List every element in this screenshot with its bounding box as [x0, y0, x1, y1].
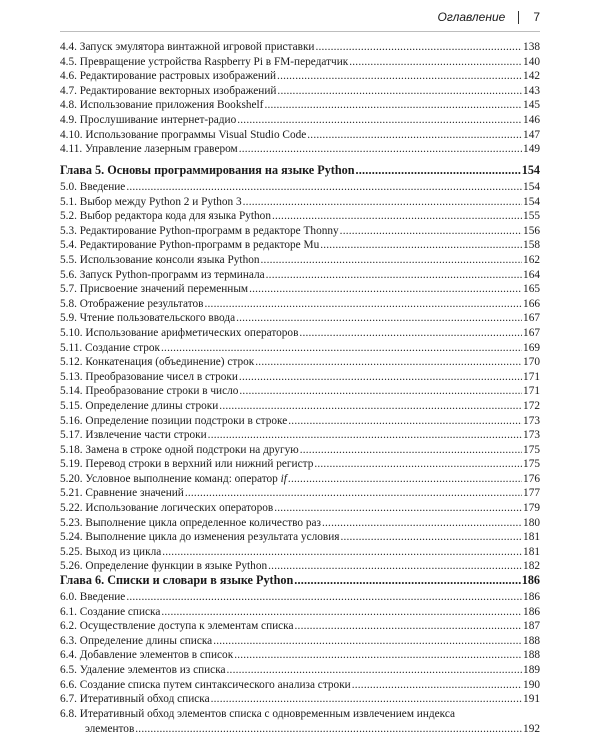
entry-page: 154: [523, 195, 540, 208]
leader-dots: [307, 128, 522, 143]
entry-page: 154: [523, 181, 540, 193]
entry-page: 186: [523, 591, 540, 603]
header-separator: [518, 11, 519, 24]
entry-title: [60, 341, 160, 356]
toc-entry: [60, 113, 540, 128]
leader-dots: [266, 268, 522, 283]
leader-dots: [294, 572, 520, 588]
toc-entry: [60, 472, 540, 487]
entry-number: 6.6.: [60, 678, 77, 691]
entry-title-text: Использование приложения Bookshelf: [79, 99, 264, 112]
entry-number: 5.3.: [60, 224, 77, 237]
leader-dots: [249, 282, 522, 297]
entry-number: 5.19.: [60, 458, 83, 471]
toc-entry: [60, 443, 540, 458]
toc-entry: [60, 355, 540, 370]
entry-title-text: Итеративный обход списка: [79, 693, 210, 706]
entry-page: 181: [523, 545, 540, 558]
leader-dots: [264, 98, 522, 113]
toc-block-chapter6: [60, 590, 540, 707]
entry-title-text: Замена в строке одной подстроки на другую: [85, 443, 299, 456]
entry-number: 4.11.: [60, 143, 83, 156]
entry-title-line1: [60, 707, 455, 722]
entry-title-text: Извлечение части строки: [85, 429, 207, 442]
entry-title: [60, 195, 242, 210]
chapter-5-heading: [60, 162, 540, 178]
leader-dots: [288, 414, 522, 429]
leader-dots: [236, 311, 522, 326]
chapter-title: Глава 5. Основы программирования на языке Python: [60, 163, 355, 177]
entry-title-text: Удаление элементов из списка: [79, 663, 226, 676]
chapter-page: 186: [521, 573, 540, 587]
toc-entry: [60, 297, 540, 312]
entry-title-text: Выполнение цикла до изменения результата условия: [85, 531, 340, 544]
entry-title: [60, 128, 306, 143]
entry-page: 143: [523, 84, 540, 97]
entry-page: 191: [523, 693, 540, 706]
leader-dots: [274, 501, 522, 516]
entry-title-text: Редактирование растровых изображений: [79, 70, 277, 83]
toc-entry: [60, 341, 540, 356]
leader-dots: [356, 162, 521, 178]
toc-entry: [60, 457, 540, 472]
leader-dots: [272, 209, 522, 224]
entry-title-text: Запуск эмулятора винтажной игровой приставки: [79, 41, 315, 53]
toc-entry: [60, 634, 540, 649]
entry-page: 188: [523, 634, 540, 647]
entry-number: 5.8.: [60, 297, 77, 310]
leader-dots: [300, 443, 522, 458]
toc-entry: [60, 605, 540, 620]
leader-dots: [126, 590, 522, 605]
entry-number: 6.7.: [60, 693, 77, 706]
entry-title-text: Выполнение цикла определенное количество раз: [85, 516, 321, 529]
entry-title-text: Создание списка путем синтаксического анализа строки: [79, 678, 351, 691]
leader-dots: [239, 370, 522, 385]
entry-page: 162: [523, 253, 540, 266]
entry-title: [60, 384, 238, 399]
entry-page: 167: [523, 326, 540, 339]
entry-page: 171: [523, 385, 540, 398]
entry-page: 169: [523, 341, 540, 354]
entry-page: 173: [523, 429, 540, 442]
entry-title-text: Создание списка: [79, 605, 161, 618]
entry-title: [60, 142, 238, 157]
entry-title: [60, 590, 125, 605]
toc-entry: [60, 428, 540, 443]
entry-number: 5.22.: [60, 502, 83, 515]
header-page-number: 7: [533, 10, 540, 24]
entry-number: 5.18.: [60, 443, 83, 456]
chapter-page: 154: [521, 163, 540, 177]
entry-page: 188: [523, 649, 540, 662]
header-section-title: Оглавление: [437, 10, 506, 24]
entry-page: 138: [523, 41, 540, 53]
entry-number: 4.6.: [60, 70, 77, 83]
entry-title: [60, 224, 339, 239]
entry-page: 166: [523, 297, 540, 310]
entry-number: 5.25.: [60, 545, 83, 558]
entry-number: 6.1.: [60, 605, 77, 618]
entry-title-text: Использование консоли языка Python: [79, 253, 260, 266]
leader-dots: [237, 113, 522, 128]
leader-dots: [234, 648, 522, 663]
toc-entry: [60, 692, 540, 707]
entry-number: 4.9.: [60, 113, 77, 126]
entry-title-text: Управление лазерным гравером: [85, 143, 238, 156]
entry-page: 181: [523, 531, 540, 544]
entry-title: [60, 501, 273, 516]
leader-dots: [255, 355, 522, 370]
entry-title-text: Преобразование чисел в строки: [85, 370, 238, 383]
entry-title: [60, 399, 218, 414]
leader-dots: [161, 341, 522, 356]
toc-entry: [60, 663, 540, 678]
entry-page: 164: [523, 268, 540, 281]
entry-page: 149: [523, 143, 540, 156]
leader-dots: [211, 692, 522, 707]
toc-entry: [60, 399, 540, 414]
entry-number: 5.1.: [60, 195, 77, 208]
entry-title: [60, 605, 160, 620]
entry-title-text: Создание строк: [85, 341, 161, 354]
leader-dots: [208, 428, 522, 443]
entry-page: 158: [523, 239, 540, 252]
entry-title: [60, 326, 298, 341]
leader-dots: [261, 253, 523, 268]
entry-title: [60, 238, 319, 253]
leader-dots: [352, 678, 522, 693]
entry-title-text: Редактирование векторных изображений: [79, 84, 277, 97]
toc-block-chapter4: [60, 40, 540, 157]
entry-title-text: Отображение результатов: [79, 297, 204, 310]
entry-title-text: Использование программы Visual Studio Code: [85, 128, 307, 141]
entry-number: 4.8.: [60, 99, 77, 112]
entry-number: 4.4.: [60, 41, 77, 53]
entry-page: 179: [523, 502, 540, 515]
entry-title-text: Определение позиции подстроки в строке: [85, 414, 288, 427]
entry-page: 146: [523, 113, 540, 126]
toc-entry: [60, 619, 540, 634]
entry-title: [60, 180, 125, 195]
entry-title-text: Условное выполнение команд: оператор: [85, 472, 281, 485]
leader-dots: [277, 84, 522, 99]
entry-page: 173: [523, 414, 540, 427]
toc-entry: [60, 195, 540, 210]
leader-dots: [295, 619, 523, 634]
entry-title-text: Добавление элементов в список: [79, 649, 234, 662]
entry-title: [60, 297, 204, 312]
entry-page: 180: [523, 516, 540, 529]
entry-title-text: Редактирование Python-программ в редакторе Thonny: [79, 224, 339, 237]
entry-title-text: Введение: [79, 181, 126, 193]
leader-dots: [213, 634, 522, 649]
entry-page: 177: [523, 487, 540, 500]
leader-dots: [227, 663, 523, 678]
entry-page: 182: [523, 560, 540, 573]
entry-page: 142: [523, 70, 540, 83]
entry-title-text: Конкатенация (объединение) строк: [85, 356, 255, 369]
entry-title: [60, 84, 276, 99]
toc-entry: [60, 486, 540, 501]
toc-entry: [60, 209, 540, 224]
entry-title: [60, 663, 226, 678]
toc-entry: [60, 326, 540, 341]
leader-dots: [243, 195, 522, 210]
entry-number: 5.10.: [60, 326, 83, 339]
entry-number: 5.9.: [60, 312, 77, 325]
entry-page: 145: [523, 99, 540, 112]
entry-number: 6.2.: [60, 620, 77, 633]
entry-title-text: Выбор между Python 2 и Python 3: [79, 195, 242, 208]
entry-title: [60, 253, 260, 268]
entry-number: 4.5.: [60, 55, 77, 68]
entry-title-text: Перевод строки в верхний или нижний регистр: [85, 458, 314, 471]
entry-title: [60, 428, 207, 443]
entry-page: 167: [523, 312, 540, 325]
entry-number: 5.12.: [60, 356, 83, 369]
entry-title: [60, 472, 287, 487]
entry-title: [60, 268, 265, 283]
leader-dots: [205, 297, 523, 312]
entry-number: 5.11.: [60, 341, 83, 354]
toc-entry: [60, 590, 540, 605]
entry-number: 5.16.: [60, 414, 83, 427]
leader-dots: [340, 224, 522, 239]
entry-title-text: Прослушивание интернет-радио: [79, 113, 237, 126]
entry-title: [60, 692, 210, 707]
entry-number: 6.8.: [60, 708, 77, 720]
entry-title-text: Использование логических операторов: [85, 502, 274, 515]
toc-entry: [60, 253, 540, 268]
leader-dots: [219, 399, 522, 414]
entry-number: 5.4.: [60, 239, 77, 252]
entry-title-text: Чтение пользовательского ввода: [79, 312, 236, 325]
entry-title: [60, 55, 348, 70]
entry-title-line2: элементов: [85, 722, 135, 735]
running-header: [437, 9, 540, 25]
entry-title: [60, 209, 271, 224]
toc-entry: [60, 384, 540, 399]
toc-entry: [60, 311, 540, 326]
entry-title: [60, 634, 212, 649]
entry-page: 175: [523, 458, 540, 471]
leader-dots: [161, 605, 522, 620]
leader-dots: [162, 545, 522, 560]
toc-entry: [60, 224, 540, 239]
entry-number: 6.0.: [60, 591, 77, 603]
toc-entry: [60, 370, 540, 385]
entry-title-text: Осуществление доступа к элементам списка: [79, 620, 294, 633]
entry-title-text: Преобразование строки в число: [85, 385, 239, 398]
entry-number: 5.15.: [60, 399, 83, 412]
toc-entry: [60, 678, 540, 693]
entry-page: 155: [523, 210, 540, 223]
toc-entry: [60, 55, 540, 70]
toc-entry: [60, 180, 540, 195]
entry-title: [60, 282, 248, 297]
toc-entry: [60, 282, 540, 297]
entry-title: [60, 98, 263, 113]
entry-title: [60, 486, 184, 501]
entry-page: 186: [523, 605, 540, 618]
entry-title: [60, 530, 339, 545]
entry-number: 6.3.: [60, 634, 77, 647]
entry-number: 6.5.: [60, 663, 77, 676]
entry-number: 5.5.: [60, 253, 77, 266]
entry-title-text: Определение длины строки: [85, 399, 219, 412]
entry-title: [60, 370, 238, 385]
entry-number: 5.20.: [60, 472, 83, 485]
leader-dots: [126, 180, 522, 195]
toc-entry: [60, 516, 540, 531]
entry-title-text: Присвоение значений переменным: [79, 283, 249, 296]
entry-number: 5.17.: [60, 429, 83, 442]
entry-title: [60, 545, 161, 560]
leader-dots: [185, 486, 522, 501]
toc-entry: [60, 142, 540, 157]
entry-title: [60, 457, 313, 472]
entry-number: 5.2.: [60, 210, 77, 223]
entry-page: 176: [523, 472, 540, 485]
toc-entry-multiline: [60, 707, 540, 736]
entry-number: 4.7.: [60, 84, 77, 97]
toc-entry: [60, 545, 540, 560]
entry-title-text: Редактирование Python-программ в редакторе Mu: [79, 239, 320, 252]
toc-entry: [60, 648, 540, 663]
entry-page: 172: [523, 399, 540, 412]
entry-title-text: Выбор редактора кода для языка Python: [79, 210, 271, 223]
entry-number: 5.6.: [60, 268, 77, 281]
entry-title-text: Превращение устройства Raspberry Pi в FM-передатчик: [79, 55, 349, 68]
leader-dots: [315, 40, 522, 55]
leader-dots: [288, 472, 522, 487]
toc-entry: [60, 414, 540, 429]
entry-page: 190: [523, 678, 540, 691]
entry-title-text: Итеративный обход элементов списка с одновременным извлечением индекса: [79, 708, 456, 720]
entry-number: 4.10.: [60, 128, 83, 141]
toc-entry: [60, 98, 540, 113]
entry-page: 165: [523, 283, 540, 296]
header-rule: [60, 31, 540, 32]
entry-title: [60, 311, 235, 326]
entry-page: 171: [523, 370, 540, 383]
entry-title-emphasis: if: [280, 472, 287, 485]
toc-entry: [60, 501, 540, 516]
entry-number: 5.24.: [60, 531, 83, 544]
entry-number: 5.26.: [60, 560, 83, 573]
chapter-6-heading: [60, 572, 540, 588]
entry-number: 5.13.: [60, 370, 83, 383]
entry-page: 192: [523, 722, 540, 735]
entry-page: 175: [523, 443, 540, 456]
entry-title: [60, 619, 294, 634]
entry-title: [60, 516, 321, 531]
entry-number: 6.4.: [60, 649, 77, 662]
entry-title-text: Выход из цикла: [85, 545, 162, 558]
leader-dots: [314, 457, 522, 472]
leader-dots: [340, 530, 522, 545]
entry-number: 5.0.: [60, 181, 77, 193]
entry-title: [60, 414, 287, 429]
entry-title-text: Использование арифметических операторов: [85, 326, 299, 339]
entry-page: 189: [523, 663, 540, 676]
entry-title: [60, 69, 276, 84]
toc-entry: [60, 84, 540, 99]
entry-title: [60, 355, 254, 370]
leader-dots: [349, 55, 522, 70]
entry-number: 5.7.: [60, 283, 77, 296]
toc-entry: [60, 69, 540, 84]
entry-number: 5.23.: [60, 516, 83, 529]
entry-title-text: Сравнение значений: [85, 487, 184, 500]
entry-page: 147: [523, 128, 540, 141]
entry-number: 5.21.: [60, 487, 83, 500]
leader-dots: [239, 384, 522, 399]
toc-entry: [60, 238, 540, 253]
entry-title-text: Введение: [79, 591, 126, 603]
entry-title: [60, 40, 314, 55]
chapter-title: Глава 6. Списки и словари в языке Python: [60, 573, 294, 587]
toc-entry: [60, 128, 540, 143]
leader-dots: [322, 516, 522, 531]
entry-title: [60, 648, 233, 663]
leader-dots: [277, 69, 522, 84]
toc-entry: [60, 268, 540, 283]
entry-page: 187: [523, 620, 540, 633]
entry-title-text: Определение длины списка: [79, 634, 213, 647]
entry-page: 156: [523, 224, 540, 237]
leader-dots: [320, 238, 522, 253]
leader-dots: [135, 722, 522, 737]
toc-entry: [60, 530, 540, 545]
entry-title: [60, 443, 299, 458]
toc-entry: [60, 40, 540, 55]
leader-dots: [239, 142, 522, 157]
entry-number: 5.14.: [60, 385, 83, 398]
entry-title-text: Запуск Python-программ из терминала: [79, 268, 265, 281]
entry-page: 140: [523, 55, 540, 68]
entry-page: 170: [523, 356, 540, 369]
entry-title: [60, 678, 351, 693]
entry-title-text: Определение функции в языке Python: [85, 560, 268, 573]
toc-block-chapter5: [60, 180, 540, 574]
entry-title: [60, 113, 236, 128]
leader-dots: [299, 326, 522, 341]
